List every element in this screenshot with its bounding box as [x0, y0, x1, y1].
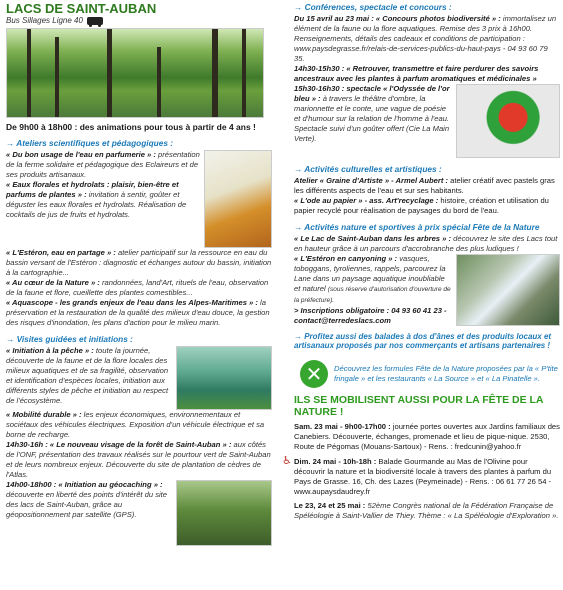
section-visites-heading: → Visites guidées et initiations :: [6, 334, 133, 344]
headline: De 9h00 à 18h00 : des animations pour tous à partir de 4 ans !: [6, 122, 256, 132]
item-text: immortalisez un élément de la faune ou la flore aquatiques. Remise des 3 prix à 16h00. Renseignements, détails des cadeaux et conditions de participation : www.paysdegrasse.fr/relais-de-services-publics-du-haut-pays - 04 93 60 79 35.: [294, 14, 557, 63]
item-text: 52ème Congrès national de la Fédération Française de Spéléologie à Saint-Vallier de Thiey. Thème : « La Spéléologie d'Exploration ».: [294, 501, 559, 520]
section-culturelles-heading: → Activités culturelles et artistiques :: [294, 164, 442, 174]
fishing-photo: [176, 346, 272, 410]
visites-text-2: [2, 410, 272, 480]
item-bold: 15h30-16h30 : spectacle « l'Odyssée de l'or bleu » :: [294, 84, 450, 103]
food-banner: [300, 360, 560, 388]
canyoning-wrap: [290, 254, 560, 326]
bus-icon: [87, 17, 103, 25]
mobilisation-title: ILS SE MOBILISENT AUSSI POUR LA FÊTE DE LA NATURE !: [294, 394, 544, 418]
item-bold: « Aquascope - les grands enjeux de l'eau dans les Alpes-Maritimes » :: [6, 298, 258, 307]
inscriptions-info: > Inscriptions obligatoire : 04 93 60 41 23 - contact@terredeslacs.com: [294, 306, 447, 325]
subtitle: [6, 16, 272, 25]
item-bold: « L'ode au papier » - ass. Art'recyclage :: [294, 196, 439, 205]
item-bold: « Mobilité durable » :: [6, 410, 82, 419]
canyoning-text: [290, 254, 452, 326]
mobilisation-text: [282, 422, 560, 521]
item-bold: 14h00-18h00 : « Initiation au géocaching » :: [6, 480, 163, 489]
item-text: journée portes ouvertes aux Jardins familiaux des Canebiers. Découverte, échanges, promenade et lieu de pique-nique. 2530, Route de Pégomas (Mouans-Sartoux) - Rens. : fredcunin@yahoo.fr: [294, 422, 560, 451]
item-bold: Du 15 avril au 23 mai : « Concours photos biodiversité » :: [294, 14, 501, 23]
section-conferences-heading: → Conférences, spectacle et concours :: [294, 2, 452, 12]
accessibility-icon: ♿: [282, 455, 292, 467]
item-text: toute la journée, découverte de la faune et de la flore locales des milieux aquatiques et de sa fragilité, observation et identification d'espèces locales, initiation aux différents styles de pêche et initiation au respect de l'écosystème.: [6, 346, 169, 405]
nature-text: [290, 234, 560, 254]
item-bold: « L'Estéron en canyoning » :: [294, 254, 398, 263]
lake-photo: [6, 28, 264, 118]
item-note: (sous réserve d'autorisation d'ouverture de la préfecture).: [294, 286, 451, 304]
item-bold: « Au cœur de la Nature » :: [6, 278, 100, 287]
item-text: randonnées, land'Art, rituels de l'eau, observation de la faune et flore, cueillette des plantes comestibles...: [6, 278, 269, 297]
item-text: à travers le théâtre d'ombre, la marionnette et le conte, une vague de poésie et d'humour sur la relation de l'homme à l'eau. Spectacle suivi d'un goûter offert (Cie La Main Verte).: [294, 94, 450, 143]
geocaching-wrap: [2, 480, 272, 546]
item-text: Balade Gourmande au Mas de l'Olivine pour découvrir la nature et la biodiversité locale à travers des plantes à parfum du Pays de Grasse. 16, Ch. des Lazes (Peymeinade) - Rens. : 06 61 77 26 54 - www.aupaysdaudrey.fr: [294, 457, 552, 496]
cutlery-icon: ✕: [300, 360, 328, 388]
forest-photo: [176, 480, 272, 546]
item-bold: Sam. 23 mai - 9h00-17h00 :: [294, 422, 391, 431]
conferences-text: [290, 14, 560, 84]
right-column: [282, 0, 560, 521]
ateliers-text: [2, 150, 200, 248]
item-text: la préservation et la restauration de la qualité des milieux d'eau douce, la gestion des risques d'inondation, les plans d'action pour le milieu marin.: [6, 298, 270, 327]
visites-text: [2, 346, 172, 410]
item-text: découverte en liberté des points d'intérêt du site des lacs de Saint-Auban, grâce au géopositionnement par satellite (GPS).: [6, 490, 168, 519]
item-bold: 14h30-16h : « Le nouveau visage de la forêt de Saint-Auban » :: [6, 440, 232, 449]
item-text: vasques, toboggans, tyroliennes, rappels, parcourez la Lane dans un paysage aquatique inoubliable et naturel: [294, 254, 446, 293]
section-visites-wrap: [2, 346, 272, 410]
item-bold: « L'Estéron, eau en partage » :: [6, 248, 116, 257]
item-bold: « Du bon usage de l'eau en parfumerie » :: [6, 150, 156, 159]
culturelles-text: [290, 176, 560, 216]
item-bold: Le 23, 24 et 25 mai :: [294, 501, 366, 510]
oil-photo: [204, 150, 272, 248]
item-text: présentation de la ferme solidaire et pédagogique des Eclaireurs et de ses produits artisanaux.: [6, 150, 200, 179]
item-text: histoire, création et utilisation du papier recyclé pour réalisation de paysages du bord de l'eau.: [294, 196, 549, 215]
spectacle-wrap: [290, 84, 560, 158]
left-column: [2, 0, 272, 546]
food-banner-text: Découvrez les formules Fête de la Nature proposées par la « P'tite fringale » et les restaurants « La Source » et « La Pinatelle ».: [334, 364, 558, 383]
item-text: les enjeux économiques, environnementaux et sociétaux des véhicules électriques. Exposition d'un véhicule électrique et sa borne de recharge.: [6, 410, 265, 439]
ateliers-text-2: [2, 248, 272, 328]
page-title: LACS DE SAINT-AUBAN: [6, 1, 157, 16]
item-bold: « Initiation à la pêche » :: [6, 346, 94, 355]
canyon-photo: [456, 254, 560, 326]
section-nature-heading: → Activités nature et sportives à prix spécial Fête de la Nature: [294, 222, 540, 232]
item-bold: Dim. 24 mai - 10h-18h :: [294, 457, 377, 466]
item-bold: Atelier « Graine d'Artiste » - Armel Aubert :: [294, 176, 448, 185]
item-text: découvrez le site des Lacs tout en hauteur grâce à un parcours d'accrobranche des plus ludiques !: [294, 234, 558, 253]
item-bold: « Eaux florales et hydrolats : plaisir, bien-être et parfums de plantes » :: [6, 180, 179, 199]
spectacle-text: [290, 84, 452, 158]
item-text: atelier créatif avec pastels gras les différents aspects de l'eau et sur ses habitants.: [294, 176, 555, 195]
item-bold: « Le Lac de Saint-Auban dans les arbres » :: [294, 234, 451, 243]
subtitle-text: Bus Sillages Ligne 40: [6, 16, 83, 25]
section-balades-heading: → Profitez aussi des balades à dos d'ânes et des produits locaux et artisanaux proposés par nos commerçants et artisans partenaires !: [294, 332, 552, 350]
section-ateliers-wrap: [2, 150, 272, 248]
geocaching-text: [2, 480, 172, 546]
item-text: atelier participatif sur la ressource en eau du bassin versant de l'Estéron : diagnostic et échanges autour du bassin, initiation à la cartographie...: [6, 248, 272, 277]
section-ateliers-heading: → Ateliers scientifiques et pédagogiques :: [6, 138, 174, 148]
item-text: invitation à sentir, goûter et déguster les eaux florales et hydrolats. Réalisation de cocktails de jus de fruits et hydrolats.: [6, 190, 187, 219]
item-bold: 14h30-15h30 : « Retrouver, transmettre et faire perdurer des savoirs ancestraux avec les plantes à parfum aromatiques et médicinales »: [294, 64, 539, 83]
item-text: aux côtés de l'ONF, présentation des travaux réalisés sur le pourtour vert de Saint-Auban et de leurs nombreux enjeux. Découverte du site de plantation de cèdres de l'Atlas.: [6, 440, 271, 479]
frog-photo: [456, 84, 560, 158]
